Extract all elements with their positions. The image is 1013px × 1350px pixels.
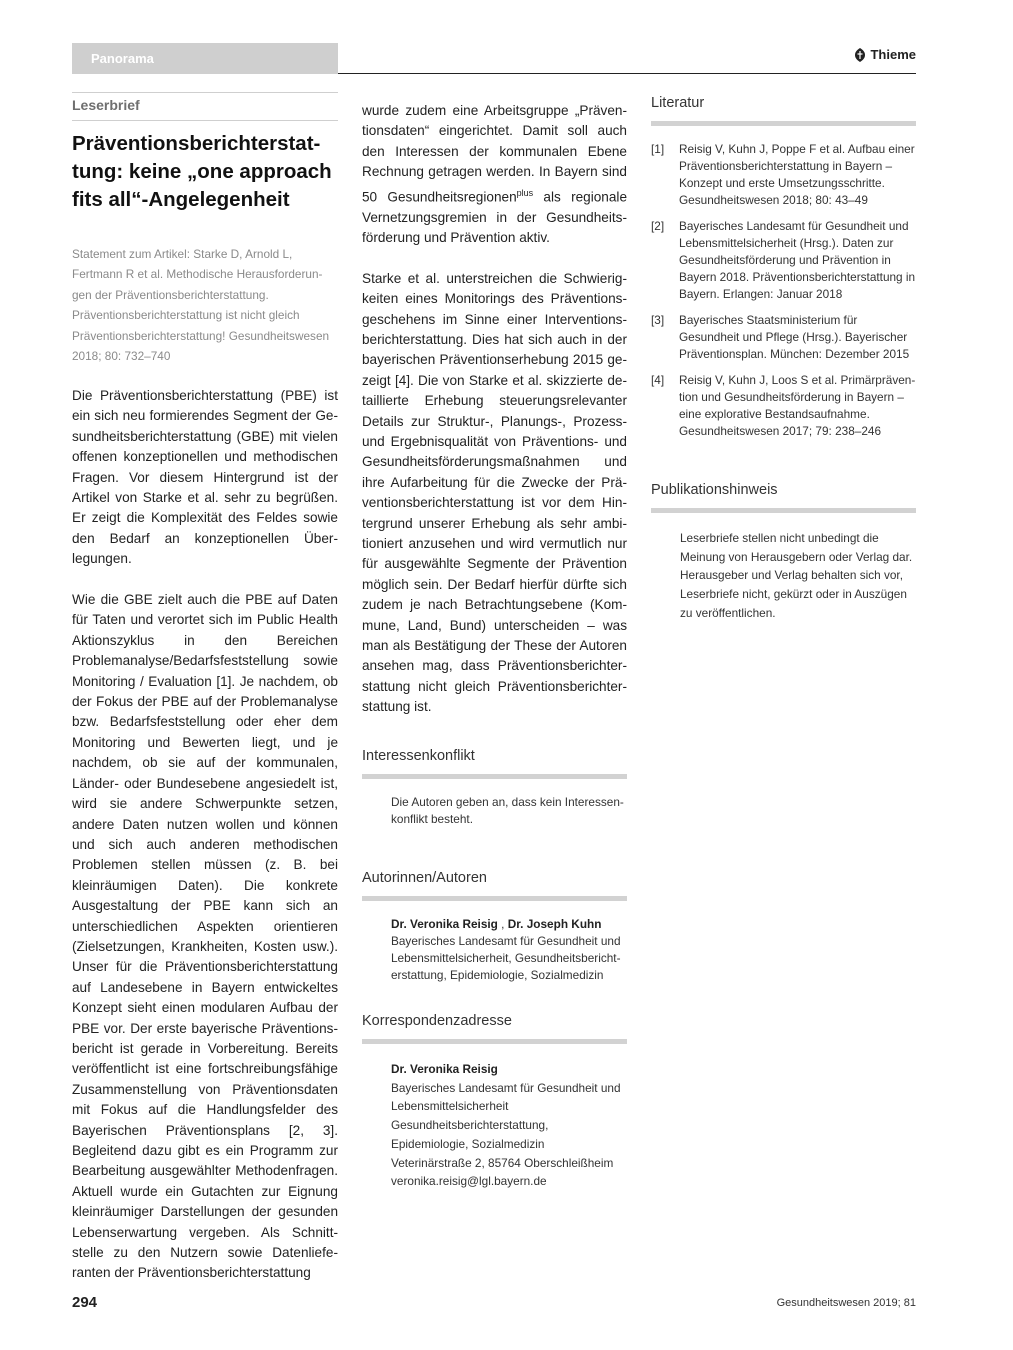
body-text: als regionale Vernetzungsgremien in der Gesundheitsförderung und Prävention aktiv. [362, 189, 628, 245]
body-paragraph: Wie die GBE zielt auch die PBE auf Daten für Taten und verortet sich im Public Health Aktionszyklus in den Bereichen Problemanalyse/Bedarfsfeststellung sowie Monitoring / Evaluation [1]. Je nachdem, ob der Fokus der PBE auf der Problemanalyse bzw. Bedarfsfeststellung oder eher dem Monitoring und Bewerten liegt, und je nachdem, ob sie auf der kommunalen, Länder- oder Bundesebene angesiedelt ist, wird sie andere Schwerpunkte setzen, andere Daten nutzen wollen und können und sich auch anderen methodischen Problemen stellen müssen (z. B. bei kleinräumigen Daten). Die konkrete Ausgestaltung der PBE kann sich an unterschiedlichen Aspekten orientieren (Zielsetzungen, Krankheiten, Kosten usw.). Unser für die Präventionsberichterstattung auf Landesebene in Bayern entwickeltes Konzept sieht einen modularen Aufbau der PBE vor. Der erste bayerische Präventionsbericht ist gerade in Vorbereitung. Bereits veröffentlicht ist eine fortschreibungsfähige Zusammenstellung von Präventionsdaten mit Fokus auf die Handlungsfelder des Bayerischen Präventionsplans [2, 3]. Begleitend dazu gibt es ein Programm zur Bearbeitung ausgewählter Methodenfragen. Aktuell wurde ein Gutachten zur Eignung kleinräumiger Darstellungen der gesunden Lebenserwartung vergeben. Als Schnittstelle zu den Nutzern sowie Datenlieferanten der Präventionsberichterstattung [72, 592, 338, 1281]
author-names [391, 916, 627, 933]
author-affiliation: Bayerisches Landesamt für Gesundheit und Lebensmittelsicherheit, Gesundheitsberichterstattung, Epidemiologie, Sozialmedizin [391, 934, 621, 982]
publisher-brand [854, 47, 916, 62]
section-rule [651, 121, 916, 126]
reference-number: [1] [651, 142, 665, 156]
correspondence-block [391, 1060, 627, 1191]
article-title: Präventionsberichterstattung: keine „one approach fits all“-Angelegenheit [72, 132, 332, 211]
article-statement: Statement zum Artikel: Starke D, Arnold L, Fertmann R et al. Methodische Herausforderungen der Präventionsberichterstattung. Präventionsberichterstattung ist nicht gleich Präventionsberichterstattung! Gesundheitswesen 2018; 80: 732–740 [72, 247, 330, 364]
page-number: 294 [72, 1294, 98, 1311]
reference-text: Reisig V, Kuhn J, Loos S et al. Primärprävention und Gesundheitsförderung in Bayern – eine explorative Bestandsaufnahme. Gesundheitswesen 2017; 79: 238–246 [679, 373, 916, 438]
body-paragraph: Die Präventionsberichterstattung (PBE) ist ein sich neu formierendes Segment der Gesundheitsberichterstattung (GBE) mit vielen offenen konzeptionellen und methodischen Fragen. Vor diesem Hintergrund ist der Artikel von Starke et al. sehr zu begrüßen. Er zeigt die Komplexität des Feldes sowie den Bedarf an konzeptionellen Überlegungen. [72, 388, 338, 567]
conflict-text: Die Autoren geben an, dass kein Interessenkonflikt besteht. [391, 795, 624, 826]
superscript: plus [516, 187, 534, 198]
reference-item [651, 218, 916, 303]
section-rule [362, 1039, 627, 1044]
header-rule [338, 73, 916, 74]
address-line: Epidemiologie, Sozialmedizin [391, 1136, 545, 1151]
author-separator: , [497, 917, 508, 931]
reference-number: [3] [651, 313, 665, 327]
publication-text: Leserbriefe stellen nicht unbedingt die Meinung von Herausgebern oder Verlag dar. Herausgeber und Verlag behalten sich vor, Leserbriefe nicht, gekürzt oder in Auszügen zu veröffentlichen. [680, 531, 913, 620]
section-rule [651, 508, 916, 513]
body-column-1 [72, 386, 338, 1304]
body-column-2 [362, 101, 627, 738]
reference-number: [2] [651, 219, 665, 233]
address-line: Veterinärstraße 2, 85764 Oberschleißheim [391, 1155, 614, 1170]
article-kicker: Leserbrief [72, 92, 338, 121]
reference-text: Reisig V, Kuhn J, Poppe F et al. Aufbau einer Präventionsberichterstattung in Bayern – Konzept und erste Umsetzungsschritte. Gesundheitswesen 2018; 80: 43–49 [679, 142, 915, 207]
correspondence-name: Dr. Veronika Reisig [391, 1062, 498, 1076]
reference-number: [4] [651, 373, 665, 387]
conflict-heading: Interessenkonflikt [362, 748, 475, 764]
correspondence-heading: Korrespondenzadresse [362, 1013, 512, 1029]
author-name: Dr. Veronika Reisig [391, 917, 498, 931]
literature-heading: Literatur [651, 95, 705, 111]
reference-text: Bayerisches Landesamt für Gesundheit und Lebensmittelsicherheit (Hrsg.). Daten zur Gesundheitsförderung und Prävention in Bayern 2018. Präventionsberichterstattung in Bayern. Erlangen: Januar 2018 [679, 219, 916, 301]
address-line: Lebensmittelsicherheit [391, 1099, 509, 1114]
thieme-logo-icon [854, 48, 866, 62]
section-rule [362, 774, 627, 779]
address-line: Bayerisches Landesamt für Gesundheit und [391, 1080, 621, 1095]
authors-heading: Autorinnen/Autoren [362, 870, 487, 886]
section-label: Panorama [72, 43, 338, 74]
body-text: wurde zudem eine Arbeitsgruppe „Präventionsdaten“ eingerichtet. Damit soll auch den Interessen der kommunalen Ebene Rechnung getragen werden. In Bayern sind 50 Gesundheitsregionen [362, 103, 627, 205]
body-paragraph: Starke et al. unterstreichen die Schwierigkeiten eines Monitorings des Präventionsgeschehens im Sinne einer Interventionsberichterstattung. Dies hat sich auch in der bayerischen Präventionserhebung 2015 gezeigt [4]. Die von Starke et al. skizzierte detaillierte Erhebung steuerungsrelevanter Details zur Struktur-, Planungs-, Prozess- und Ergebnisqualität von Präventions- und Gesundheitsförderungsmaßnahmen und ihre Aufarbeitung für die Zwecke der Präventionsberichterstattung ist vor dem Hintergrund unserer Erhebung als sehr ambitioniert anzusehen und wird vermutlich nur für ausgewählte Segmente der Prävention möglich sein. Der Bedarf hierfür dürfte sich zudem je nach Betrachtungsebene (Kommune, Land, Bund) unterscheiden – was man als Bestätigung der These der Autoren ansehen mag, dass Präventionsberichterstattung nicht gleich Präventionsberichterstattung ist. [362, 270, 627, 715]
author-name: Dr. Joseph Kuhn [507, 917, 602, 931]
reference-item [651, 312, 916, 363]
section-rule [362, 896, 627, 901]
reference-item [651, 141, 916, 209]
reference-text: Bayerisches Staatsministerium für Gesundheit und Pflege (Hrsg.). Bayerischer Präventionsplan. München: Dezember 2015 [679, 313, 910, 361]
journal-citation: Gesundheitswesen 2019; 81 [776, 1297, 916, 1309]
brand-name: Thieme [870, 47, 916, 62]
address-line: Gesundheitsberichterstattung, [391, 1118, 549, 1133]
authors-block [391, 916, 627, 984]
reference-list [651, 141, 916, 449]
reference-item [651, 372, 916, 440]
body-paragraph [362, 101, 627, 248]
correspondence-email: veronika.reisig@lgl.bayern.de [391, 1174, 547, 1189]
publication-heading: Publikationshinweis [651, 482, 778, 498]
